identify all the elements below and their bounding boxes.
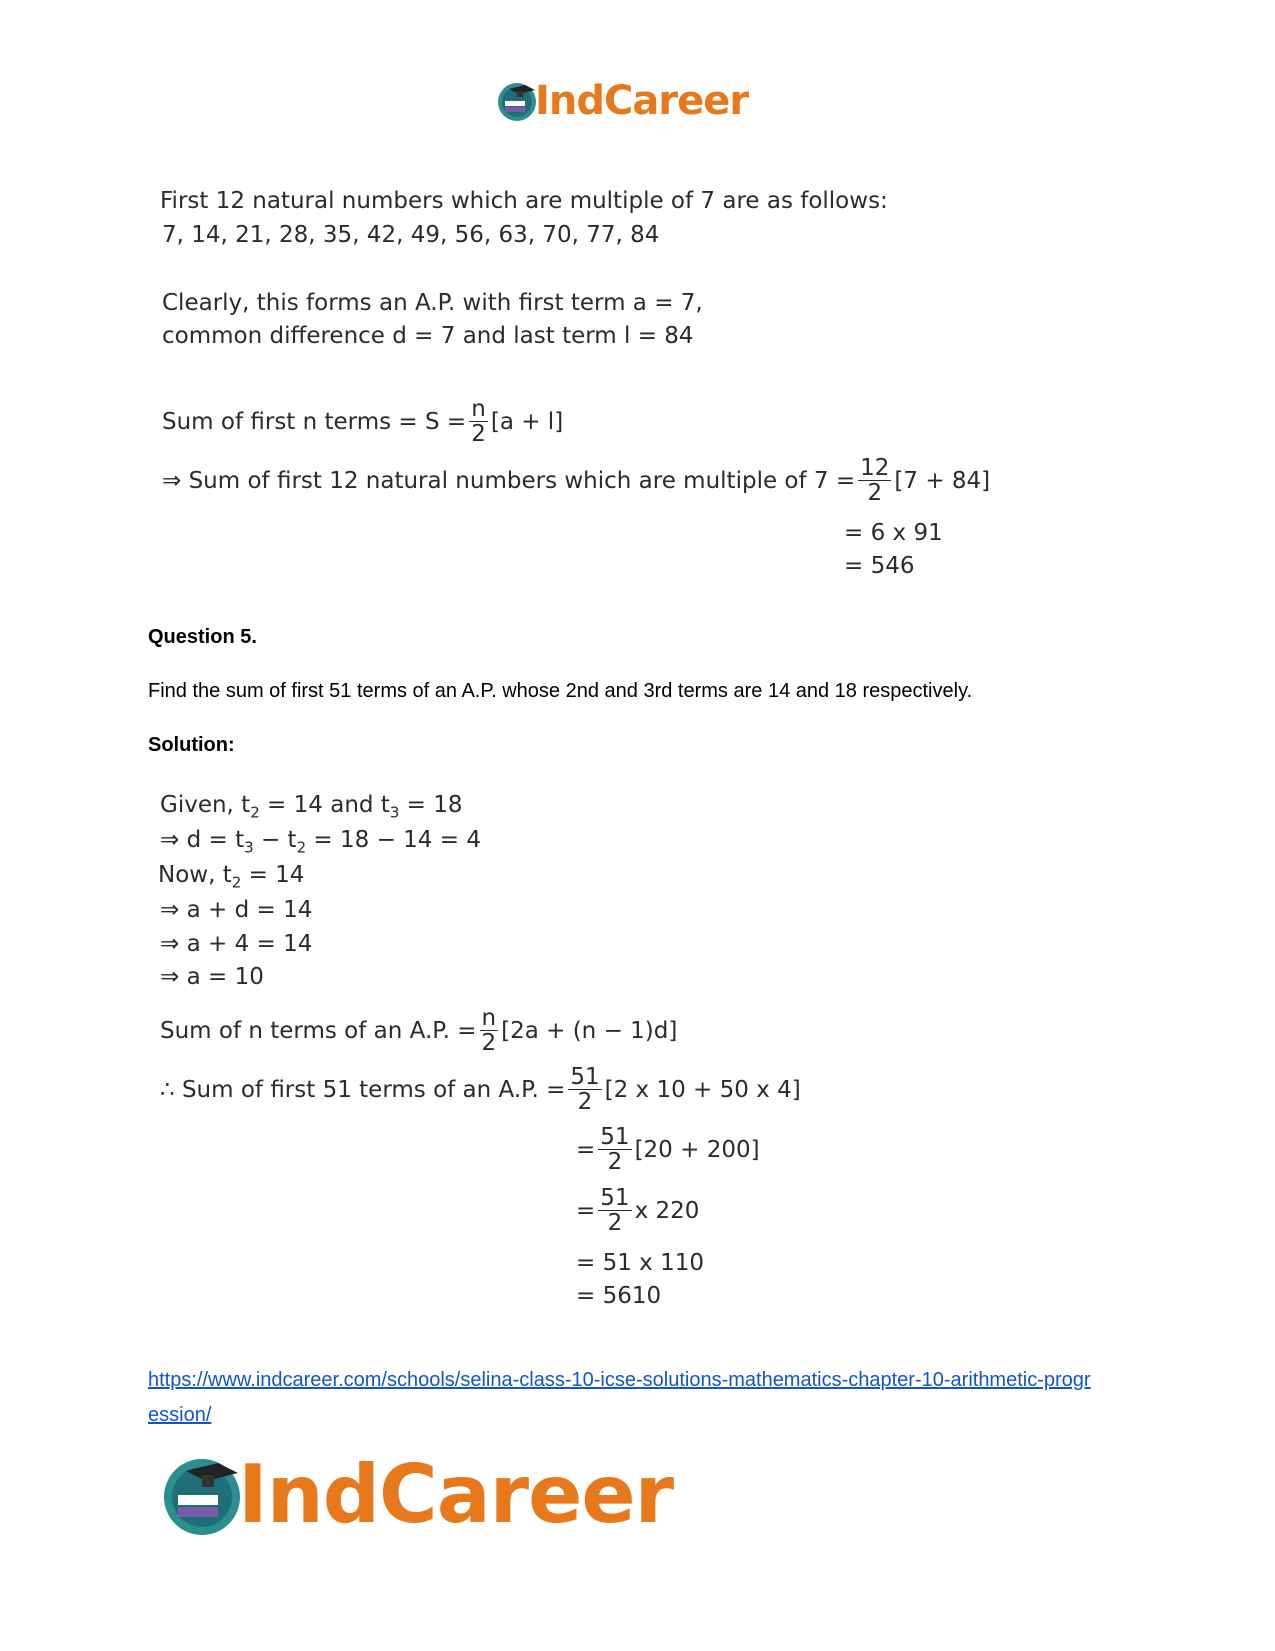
text-part: = 14 and t — [259, 792, 390, 818]
fraction — [598, 1125, 631, 1174]
denominator: 2 — [607, 1210, 623, 1237]
calc-step: = 546 — [844, 553, 915, 579]
formula-lhs: Sum of n terms of an A.P. = — [160, 1017, 477, 1044]
solution-step — [576, 1186, 699, 1235]
text-line: common difference d = 7 and last term l = 84 — [162, 323, 694, 349]
header-logo-text: IndCareer — [535, 78, 749, 124]
formula-rhs: [7 + 84] — [894, 467, 991, 494]
text-part: Given, t — [160, 792, 251, 818]
text-part: − t — [253, 827, 297, 853]
solution-line — [158, 862, 304, 892]
text-line: 7, 14, 21, 28, 35, 42, 49, 56, 63, 70, 77, 84 — [162, 222, 660, 248]
text-part: Now, t — [158, 862, 232, 888]
numerator: 51 — [570, 1064, 600, 1090]
text-part: = 14 — [241, 862, 305, 888]
equals-sign: = — [576, 1136, 596, 1163]
solution-formula — [160, 1006, 677, 1055]
numerator: 51 — [600, 1185, 630, 1211]
subscript: 3 — [244, 838, 254, 857]
solution-formula — [160, 1065, 801, 1114]
formula-rhs: [2a + (n − 1)d] — [501, 1017, 678, 1044]
graduation-globe-icon — [158, 1451, 246, 1539]
calc-step: = 6 x 91 — [844, 520, 943, 546]
denominator: 2 — [481, 1030, 497, 1057]
formula-rhs: [2 x 10 + 50 x 4] — [604, 1076, 801, 1103]
formula-lhs: ∴ Sum of first 51 terms of an A.P. = — [160, 1076, 566, 1103]
fraction — [469, 397, 488, 446]
equals-sign: = — [576, 1197, 596, 1224]
solution-step: = 51 x 110 — [576, 1250, 704, 1276]
formula-rhs: x 220 — [634, 1197, 700, 1224]
fraction — [598, 1186, 631, 1235]
numerator: n — [471, 396, 486, 422]
solution-line — [160, 792, 463, 822]
denominator: 2 — [867, 480, 883, 507]
solution-line: ⇒ a + 4 = 14 — [160, 931, 313, 957]
footer-logo — [158, 1448, 673, 1541]
numerator: 12 — [860, 455, 890, 481]
subscript: 2 — [250, 803, 260, 822]
header-logo — [495, 78, 748, 124]
text-line: Clearly, this forms an A.P. with first term a = 7, — [162, 290, 703, 316]
formula-rhs: [a + l] — [490, 408, 564, 435]
question-text: Find the sum of first 51 terms of an A.P. whose 2nd and 3rd terms are 14 and 18 respectively. — [148, 680, 973, 702]
denominator: 2 — [471, 421, 486, 448]
source-link[interactable]: https://www.indcareer.com/schools/selina-class-10-icse-solutions-mathematics-chapter-10-arithmetic-progression/ — [148, 1369, 1091, 1426]
text-part: = 18 — [399, 792, 463, 818]
solution-line: ⇒ a = 10 — [160, 964, 264, 990]
fraction — [568, 1065, 601, 1114]
subscript: 3 — [389, 803, 400, 822]
subscript: 2 — [296, 838, 307, 857]
solution-step: = 5610 — [576, 1283, 662, 1309]
formula-rhs: [20 + 200] — [634, 1136, 760, 1163]
formula-lhs: Sum of first n terms = S = — [162, 408, 467, 435]
denominator: 2 — [607, 1149, 623, 1176]
subscript: 2 — [231, 873, 242, 892]
solution-line — [160, 827, 481, 857]
text-part: = 18 − 14 = 4 — [306, 827, 481, 853]
text-part: ⇒ d = t — [160, 827, 245, 853]
denominator: 2 — [577, 1089, 593, 1116]
footer-logo-text: IndCareer — [238, 1448, 674, 1541]
solution-line: ⇒ a + d = 14 — [160, 897, 313, 923]
graduation-globe-icon — [495, 79, 539, 123]
text-line: First 12 natural numbers which are multiple of 7 are as follows: — [160, 188, 888, 214]
solution-step — [576, 1125, 760, 1174]
formula-lhs: ⇒ Sum of first 12 natural numbers which are multiple of 7 = — [162, 467, 856, 494]
sum-formula — [162, 397, 563, 446]
solution-label: Solution: — [148, 734, 235, 756]
result-formula — [162, 456, 990, 505]
numerator: n — [481, 1005, 497, 1031]
fraction — [858, 456, 891, 505]
fraction — [479, 1006, 498, 1055]
numerator: 51 — [600, 1124, 630, 1150]
question-title: Question 5. — [148, 626, 257, 648]
